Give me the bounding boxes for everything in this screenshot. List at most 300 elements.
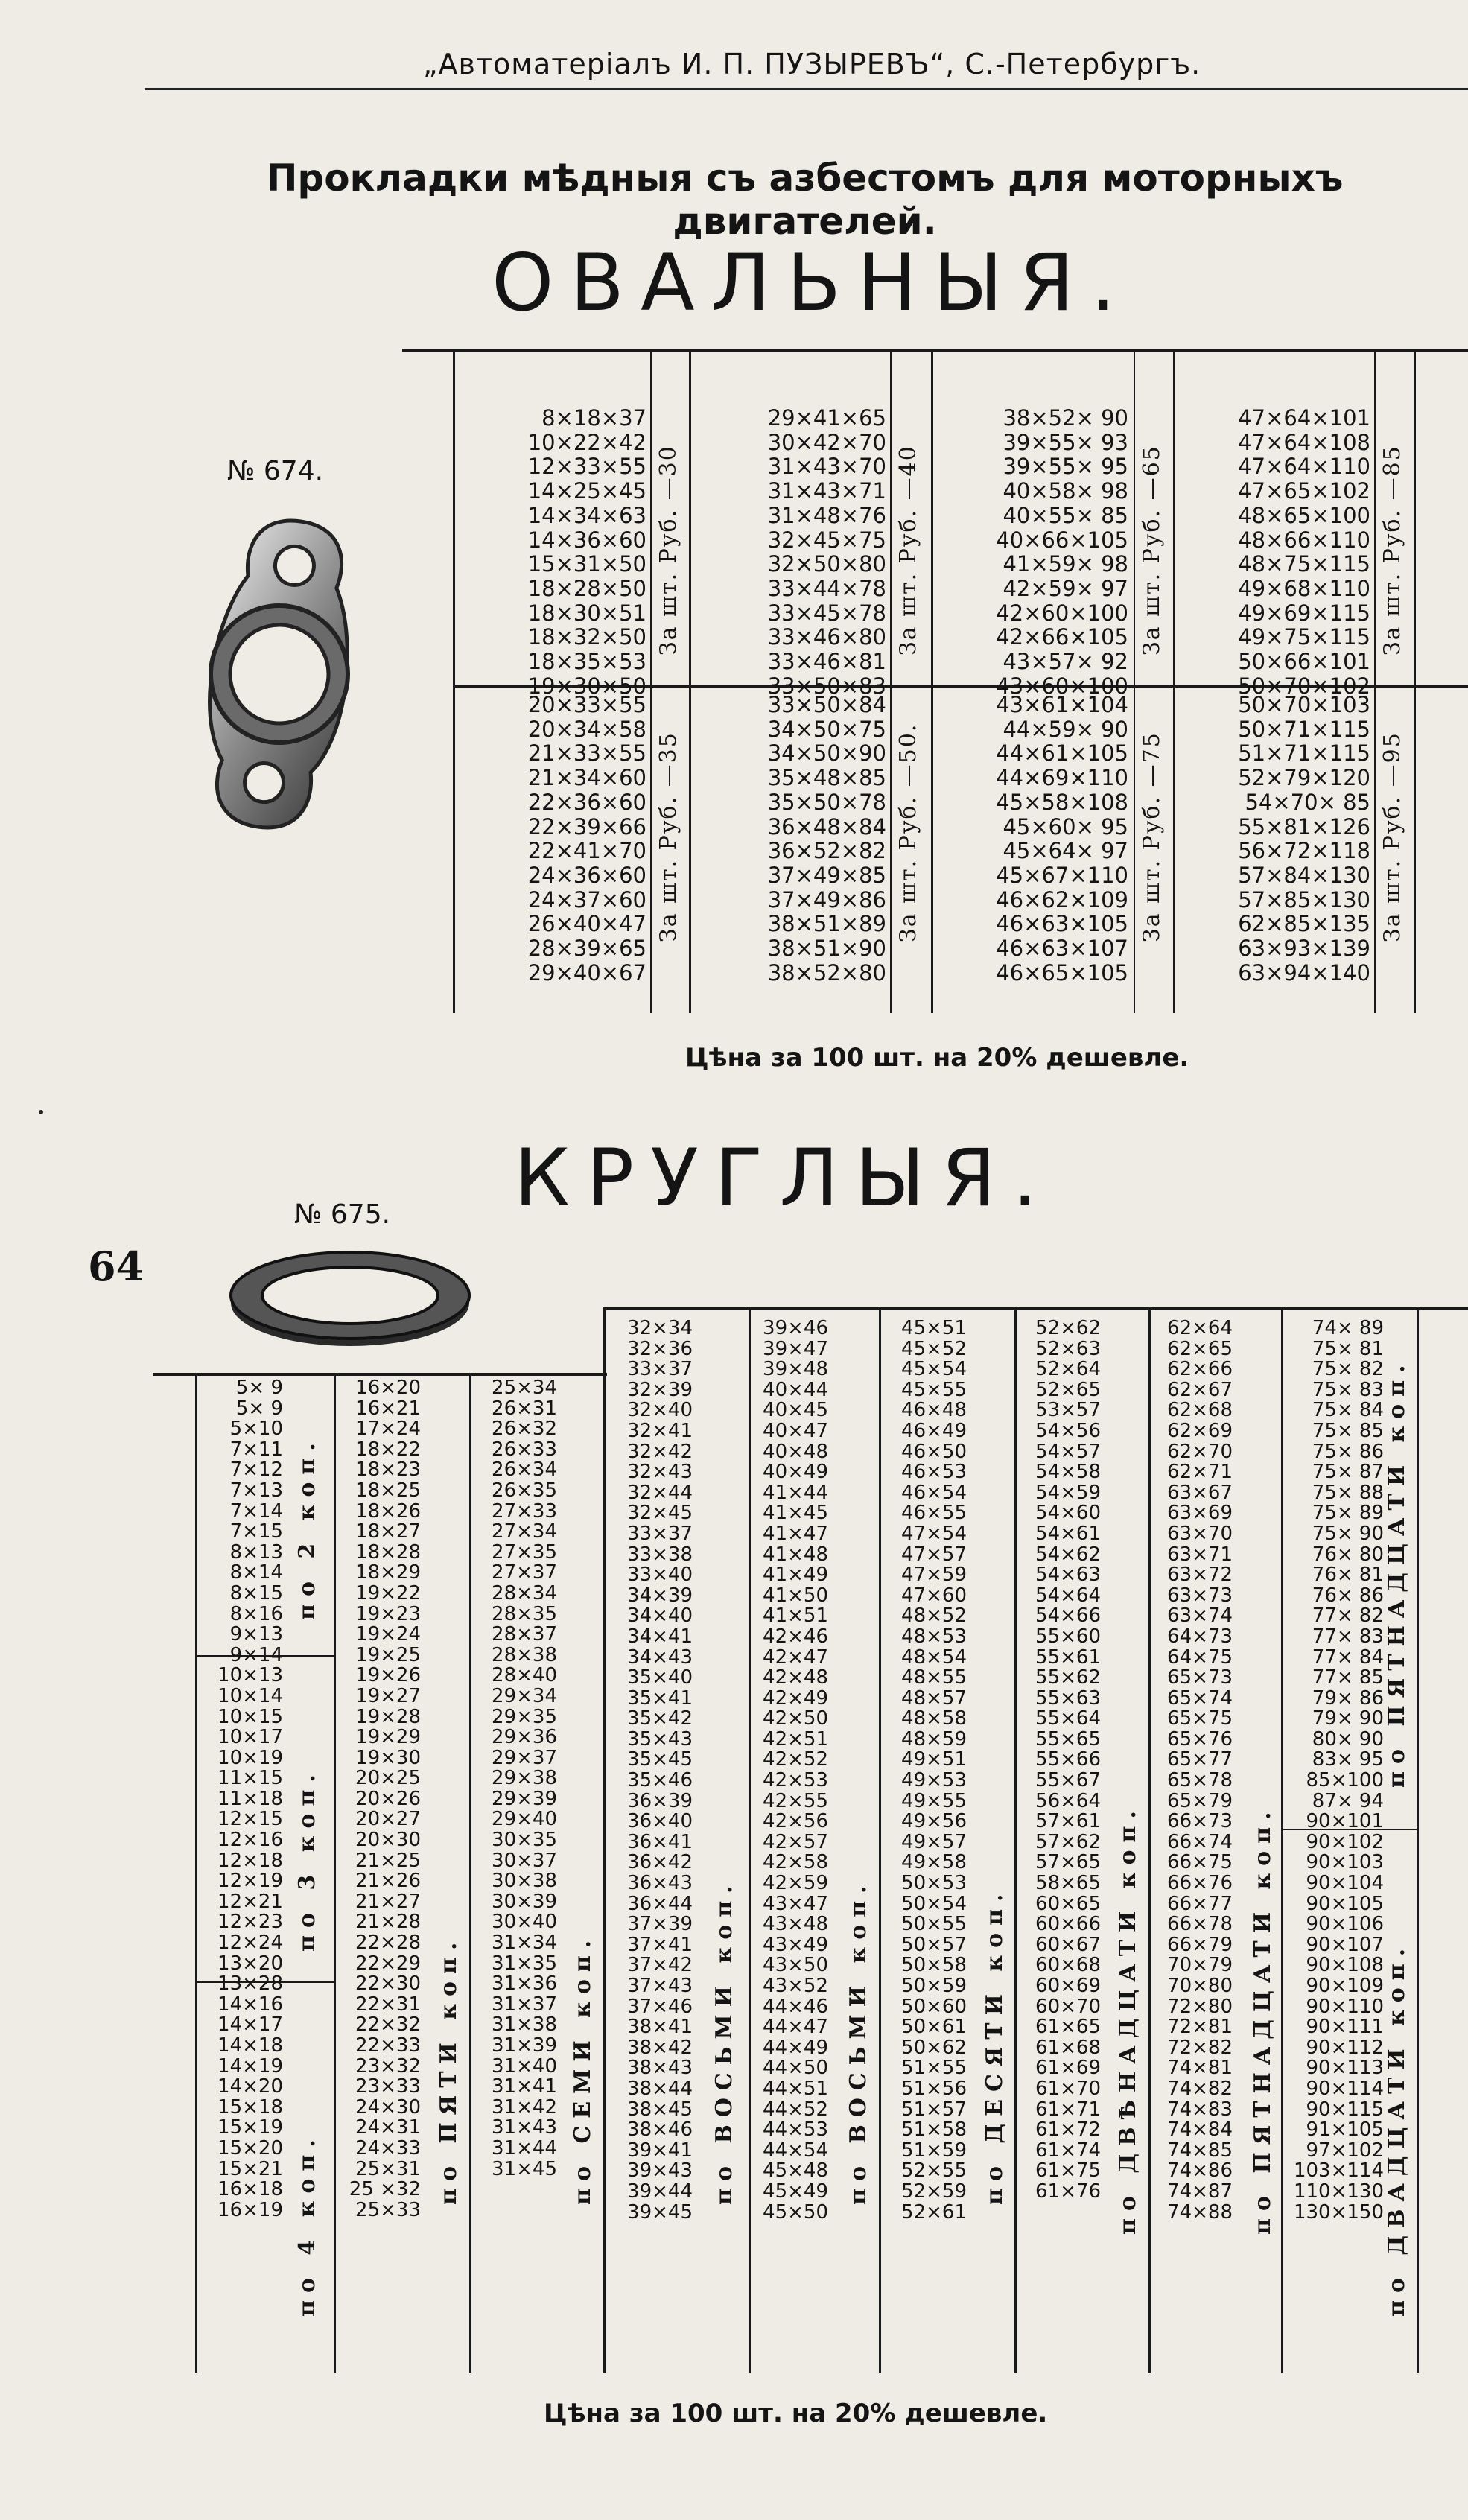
oval-size-item: 38×52×80: [767, 959, 886, 986]
round-size-item: 22×32: [355, 2013, 421, 2037]
round-size-item: 41×45: [763, 1502, 828, 1525]
oval-price-label: За шт. Руб. —50.: [895, 723, 921, 942]
round-size-item: 28×38: [492, 1643, 557, 1666]
round-size-item: 72×82: [1167, 2036, 1233, 2059]
round-size-item: 17×24: [355, 1418, 421, 1441]
round-size-item: 13×28: [217, 1972, 283, 1996]
round-size-item: 79× 86: [1312, 1686, 1384, 1710]
round-size-list: [606, 1318, 693, 2223]
oval-size-item: 49×75×115: [1238, 624, 1370, 650]
round-size-item: 49×53: [901, 1769, 967, 1792]
round-size-item: 8×16: [229, 1602, 283, 1625]
oval-size-item: 50×70×103: [1238, 692, 1370, 717]
oval-size-item: 45×60× 95: [1003, 813, 1128, 840]
round-size-item: 61×74: [1035, 2139, 1101, 2162]
price-label-8-kop-a: по ВОСЬМИ коп.: [711, 1878, 737, 2205]
oval-size-item: 35×50×78: [767, 789, 886, 815]
round-size-item: 10×14: [217, 1684, 283, 1707]
oval-size-item: 49×69×115: [1238, 600, 1370, 626]
round-size-item: 57×65: [1035, 1851, 1101, 1874]
round-size-item: 39×44: [627, 2180, 693, 2203]
round-table-top-rule-right: [603, 1307, 1468, 1310]
round-size-item: 65×76: [1167, 1727, 1233, 1751]
oval-size-item: 63×94×140: [1238, 959, 1370, 986]
round-size-item: 42×57: [763, 1830, 828, 1853]
oval-size-item: 62×85×135: [1238, 911, 1370, 937]
round-size-item: 30×38: [492, 1870, 557, 1893]
round-size-item: 46×53: [901, 1461, 967, 1484]
round-size-item: 62×67: [1167, 1378, 1233, 1401]
round-size-item: 75× 86: [1312, 1440, 1384, 1463]
round-size-item: 35×41: [627, 1686, 693, 1710]
round-size-list: [197, 1378, 283, 2221]
round-size-item: 32×42: [627, 1440, 693, 1463]
round-size-item: 10×19: [217, 1746, 283, 1769]
round-size-item: 90×106: [1306, 1913, 1384, 1936]
round-size-list: [1152, 1318, 1233, 2223]
round-size-item: 41×47: [763, 1522, 828, 1545]
round-size-item: 49×51: [901, 1748, 967, 1771]
round-size-item: 18×25: [355, 1479, 421, 1502]
round-size-item: 39×45: [627, 2200, 693, 2224]
oval-price-label: За шт. Руб. —75: [1139, 731, 1165, 942]
round-size-item: 63×70: [1167, 1522, 1233, 1545]
round-size-item: 7×15: [229, 1520, 283, 1543]
oval-size-item: 22×39×66: [527, 813, 646, 840]
round-size-item: 26×32: [492, 1418, 557, 1441]
round-size-item: 64×73: [1167, 1625, 1233, 1648]
round-size-item: 45×55: [901, 1378, 967, 1401]
round-size-item: 34×40: [627, 1605, 693, 1628]
oval-size-item: 48×65×100: [1238, 502, 1370, 528]
price-label-4-kop: по 4 коп.: [294, 2132, 320, 2317]
oval-size-item: 38×51×90: [767, 936, 886, 962]
round-size-item: 32×36: [627, 1337, 693, 1360]
round-size-item: 28×40: [492, 1664, 557, 1687]
round-size-item: 55×67: [1035, 1769, 1101, 1792]
round-size-item: 35×46: [627, 1769, 693, 1792]
oval-size-item: 22×36×60: [527, 789, 646, 815]
oval-size-list: [935, 406, 1128, 698]
round-size-item: 61×76: [1035, 2180, 1101, 2203]
round-size-item: 37×39: [627, 1913, 693, 1936]
oval-size-item: 31×43×71: [767, 478, 886, 504]
round-size-item: 50×61: [901, 2016, 967, 2039]
round-size-item: 5×10: [229, 1418, 283, 1441]
round-size-item: 55×60: [1035, 1625, 1101, 1648]
oval-size-item: 33×50×84: [767, 692, 886, 717]
round-size-item: 29×40: [492, 1808, 557, 1831]
price-label-3-kop: по 3 коп.: [294, 1767, 320, 1952]
round-size-item: 37×46: [627, 1995, 693, 2018]
oval-price-label: За шт. Руб. —35: [655, 731, 681, 942]
round-size-list: [1018, 1318, 1101, 2203]
round-size-item: 31×34: [492, 1932, 557, 1955]
round-size-item: 31×44: [492, 2136, 557, 2159]
oval-size-item: 31×48×76: [767, 502, 886, 528]
round-size-item: 44×54: [763, 2139, 828, 2162]
oval-size-item: 14×36×60: [527, 527, 646, 553]
round-size-item: 75× 82: [1312, 1358, 1384, 1381]
oval-size-item: 22×41×70: [527, 838, 646, 864]
oval-size-item: 39×55× 93: [1003, 429, 1128, 455]
round-size-item: 36×41: [627, 1830, 693, 1853]
round-size-item: 49×57: [901, 1830, 967, 1853]
round-size-item: 41×51: [763, 1605, 828, 1628]
round-size-item: 55×64: [1035, 1707, 1101, 1730]
round-size-item: 38×44: [627, 2077, 693, 2100]
oval-size-list: [935, 693, 1128, 985]
oval-price-label: За шт. Руб. —40: [895, 445, 921, 656]
round-col-rule-4: [603, 1309, 606, 2373]
round-size-item: 62×71: [1167, 1461, 1233, 1484]
round-size-item: 10×15: [217, 1705, 283, 1728]
round-size-item: 54×57: [1035, 1440, 1101, 1463]
round-size-item: 60×70: [1035, 1995, 1101, 2018]
round-size-item: 90×102: [1306, 1830, 1384, 1853]
round-size-item: 19×30: [355, 1746, 421, 1769]
round-size-item: 48×59: [901, 1727, 967, 1751]
round-size-item: 42×47: [763, 1645, 828, 1669]
round-size-item: 50×53: [901, 1872, 967, 1895]
round-size-item: 19×29: [355, 1726, 421, 1749]
round-price-note: Цѣна за 100 шт. на 20% дешевле.: [544, 2399, 1048, 2428]
round-size-item: 18×22: [355, 1438, 421, 1461]
oval-size-item: 50×70×102: [1238, 673, 1370, 699]
round-size-item: 12×24: [217, 1932, 283, 1955]
round-size-item: 75× 89: [1312, 1502, 1384, 1525]
round-col-rule-9: [1281, 1309, 1283, 2373]
round-size-item: 80× 90: [1312, 1727, 1384, 1751]
oval-size-item: 26×40×47: [527, 911, 646, 937]
round-size-item: 8×13: [229, 1540, 283, 1564]
round-size-item: 76× 80: [1312, 1543, 1384, 1566]
round-size-item: 42×53: [763, 1769, 828, 1792]
round-size-item: 61×72: [1035, 2118, 1101, 2142]
round-size-list: [472, 1378, 557, 2180]
round-size-item: 33×38: [627, 1543, 693, 1566]
round-size-item: 40×49: [763, 1461, 828, 1484]
round-size-item: 54×56: [1035, 1419, 1101, 1442]
round-size-item: 51×56: [901, 2077, 967, 2100]
round-size-item: 13×20: [217, 1952, 283, 1975]
round-size-item: 46×50: [901, 1440, 967, 1463]
round-size-item: 38×45: [627, 2098, 693, 2121]
round-size-item: 19×22: [355, 1581, 421, 1605]
round-size-item: 35×40: [627, 1666, 693, 1689]
price-label-7-kop: по СЕМИ коп.: [570, 1932, 596, 2205]
round-size-item: 90×105: [1306, 1892, 1384, 1915]
round-size-item: 31×41: [492, 2075, 557, 2098]
round-size-item: 90×112: [1306, 2036, 1384, 2059]
round-size-item: 32×34: [627, 1317, 693, 1339]
round-size-item: 38×46: [627, 2118, 693, 2142]
oval-price-label: За шт. Руб. —95: [1379, 731, 1405, 942]
round-size-item: 90×110: [1306, 1995, 1384, 2018]
round-size-item: 36×43: [627, 1872, 693, 1895]
round-size-item: 35×43: [627, 1727, 693, 1751]
round-size-item: 60×68: [1035, 1954, 1101, 1977]
round-size-item: 74×85: [1167, 2139, 1233, 2162]
section-subtitle: Прокладки мѣдныя съ азбестомъ для моторныхъ двигателей.: [266, 156, 1344, 243]
price-label-5-kop: по ПЯТИ коп.: [436, 1935, 462, 2205]
round-size-item: 42×58: [763, 1851, 828, 1874]
round-size-item: 11×15: [217, 1767, 283, 1790]
round-size-item: 44×51: [763, 2077, 828, 2100]
round-size-item: 15×18: [217, 2095, 283, 2118]
round-size-item: 26×35: [492, 1479, 557, 1502]
round-size-item: 75× 90: [1312, 1522, 1384, 1545]
round-size-item: 66×78: [1167, 1913, 1233, 1936]
round-size-item: 20×30: [355, 1829, 421, 1852]
round-size-item: 97×102: [1306, 2139, 1384, 2162]
round-col-rule-8: [1148, 1309, 1151, 2373]
header-rule: [145, 88, 1468, 90]
round-size-item: 25×31: [355, 2157, 421, 2180]
round-size-item: 48×58: [901, 1707, 967, 1730]
round-size-item: 35×42: [627, 1707, 693, 1730]
round-size-item: 77× 82: [1312, 1605, 1384, 1628]
round-size-item: 41×49: [763, 1564, 828, 1587]
round-size-item: 75× 84: [1312, 1399, 1384, 1422]
round-size-item: 39×41: [627, 2139, 693, 2162]
round-size-list: [1284, 1318, 1384, 2223]
round-size-item: 39×47: [763, 1337, 828, 1360]
round-size-item: 21×26: [355, 1870, 421, 1893]
round-size-item: 77× 85: [1312, 1666, 1384, 1689]
oval-size-item: 36×48×84: [767, 813, 886, 840]
oval-size-item: 34×50×75: [767, 716, 886, 742]
round-gasket-illustration: [227, 1248, 473, 1352]
round-size-item: 7×13: [229, 1479, 283, 1502]
oval-size-item: 55×81×126: [1238, 813, 1370, 840]
oval-price-note: Цѣна за 100 шт. на 20% дешевле.: [685, 1043, 1189, 1073]
round-size-item: 21×25: [355, 1849, 421, 1872]
round-size-item: 75× 83: [1312, 1378, 1384, 1401]
round-size-item: 48×57: [901, 1686, 967, 1710]
oval-size-item: 54×70× 85: [1245, 789, 1370, 815]
round-size-item: 12×16: [217, 1829, 283, 1852]
oval-table-top-rule: [402, 349, 1468, 352]
round-size-item: 47×59: [901, 1564, 967, 1587]
round-size-item: 90×103: [1306, 1851, 1384, 1874]
round-size-item: 20×27: [355, 1808, 421, 1831]
round-size-item: 7×12: [229, 1459, 283, 1482]
oval-size-item: 37×49×86: [767, 886, 886, 913]
round-size-item: 22×30: [355, 1972, 421, 1996]
round-size-item: 76× 86: [1312, 1584, 1384, 1607]
round-size-item: 63×72: [1167, 1564, 1233, 1587]
round-size-item: 25×34: [492, 1377, 557, 1399]
oval-size-list: [693, 693, 886, 985]
round-size-item: 51×55: [901, 2057, 967, 2080]
round-size-item: 28×37: [492, 1623, 557, 1646]
oval-size-item: 12×33×55: [527, 454, 646, 480]
round-size-item: 53×57: [1035, 1399, 1101, 1422]
round-size-item: 103×114: [1293, 2159, 1384, 2183]
oval-size-list: [456, 406, 646, 698]
round-size-item: 29×39: [492, 1787, 557, 1810]
oval-size-item: 48×75×115: [1238, 551, 1370, 577]
oval-col-rule-2: [689, 350, 691, 1013]
catalog-number-674: № 674.: [227, 456, 324, 486]
round-size-item: 63×67: [1167, 1481, 1233, 1504]
round-size-item: 44×50: [763, 2057, 828, 2080]
round-size-item: 75× 87: [1312, 1461, 1384, 1484]
round-size-item: 25 ×32: [349, 2178, 421, 2201]
round-size-item: 42×59: [763, 1872, 828, 1895]
round-size-item: 27×33: [492, 1499, 557, 1523]
round-size-list: [883, 1318, 967, 2223]
oval-size-item: 35×48×85: [767, 765, 886, 791]
oval-size-item: 57×84×130: [1238, 862, 1370, 888]
round-col-rule-3: [469, 1374, 471, 2373]
oval-size-item: 50×66×101: [1238, 649, 1370, 675]
round-size-item: 18×23: [355, 1459, 421, 1482]
round-size-item: 32×45: [627, 1502, 693, 1525]
round-size-item: 56×64: [1035, 1789, 1101, 1812]
round-size-item: 14×19: [217, 2054, 283, 2078]
oval-size-item: 28×39×65: [527, 936, 646, 962]
round-size-item: 19×28: [355, 1705, 421, 1728]
round-size-item: 42×48: [763, 1666, 828, 1689]
round-size-item: 18×26: [355, 1499, 421, 1523]
oval-size-item: 18×35×53: [527, 649, 646, 675]
round-size-item: 57×61: [1035, 1810, 1101, 1833]
round-size-item: 37×42: [627, 1954, 693, 1977]
oval-size-item: 20×33×55: [527, 692, 646, 717]
round-size-item: 12×19: [217, 1870, 283, 1893]
oval-size-item: 46×63×107: [996, 936, 1128, 962]
oval-size-item: 49×68×110: [1238, 575, 1370, 601]
round-size-item: 31×43: [492, 2116, 557, 2139]
round-size-item: 18×29: [355, 1561, 421, 1584]
round-size-item: 42×50: [763, 1707, 828, 1730]
round-size-item: 31×45: [492, 2157, 557, 2180]
round-size-item: 43×52: [763, 1975, 828, 1997]
round-size-item: 66×73: [1167, 1810, 1233, 1833]
round-size-item: 48×52: [901, 1605, 967, 1628]
round-size-item: 130×150: [1293, 2200, 1384, 2224]
round-size-item: 83× 95: [1312, 1748, 1384, 1771]
round-size-item: 37×43: [627, 1975, 693, 1997]
round-col-rule-7: [1014, 1309, 1017, 2373]
round-size-item: 16×20: [355, 1377, 421, 1399]
round-size-item: 49×58: [901, 1851, 967, 1874]
round-size-item: 40×45: [763, 1399, 828, 1422]
round-size-item: 11×18: [217, 1787, 283, 1810]
round-size-item: 26×34: [492, 1459, 557, 1482]
round-size-item: 22×29: [355, 1952, 421, 1975]
round-size-item: 30×35: [492, 1829, 557, 1852]
oval-size-item: 52×79×120: [1238, 765, 1370, 791]
round-size-item: 12×23: [217, 1911, 283, 1934]
round-size-item: 23×33: [355, 2075, 421, 2098]
round-size-item: 54×66: [1035, 1605, 1101, 1628]
price-label-15-kop-b: по ПЯТНАДЦАТИ коп.: [1384, 1357, 1410, 1788]
round-size-item: 52×55: [901, 2159, 967, 2183]
round-size-item: 74× 89: [1312, 1317, 1384, 1339]
oval-size-item: 45×64× 97: [1003, 838, 1128, 864]
round-size-item: 42×46: [763, 1625, 828, 1648]
round-size-item: 62×70: [1167, 1440, 1233, 1463]
oval-price-rule-2: [890, 350, 892, 1013]
round-size-item: 55×66: [1035, 1748, 1101, 1771]
round-col-rule-2: [334, 1374, 336, 2373]
round-size-item: 48×54: [901, 1645, 967, 1669]
round-size-item: 20×25: [355, 1767, 421, 1790]
round-size-item: 65×79: [1167, 1789, 1233, 1812]
round-size-item: 22×31: [355, 1993, 421, 2016]
round-size-item: 60×66: [1035, 1913, 1101, 1936]
round-size-item: 36×39: [627, 1789, 693, 1812]
round-size-item: 38×43: [627, 2057, 693, 2080]
round-size-item: 45×51: [901, 1317, 967, 1339]
round-size-item: 14×16: [217, 1993, 283, 2016]
round-size-item: 54×62: [1035, 1543, 1101, 1566]
oval-size-item: 21×33×55: [527, 740, 646, 767]
oval-size-item: 50×71×115: [1238, 716, 1370, 742]
round-size-item: 28×34: [492, 1581, 557, 1605]
round-size-item: 50×58: [901, 1954, 967, 1977]
round-size-item: 61×68: [1035, 2036, 1101, 2059]
round-size-item: 52×64: [1035, 1358, 1101, 1381]
round-size-item: 19×26: [355, 1664, 421, 1687]
round-size-item: 30×39: [492, 1890, 557, 1913]
round-size-item: 15×19: [217, 2116, 283, 2139]
round-size-item: 44×46: [763, 1995, 828, 2018]
oval-size-item: 34×50×90: [767, 740, 886, 767]
round-size-item: 42×49: [763, 1686, 828, 1710]
round-size-item: 21×27: [355, 1890, 421, 1913]
round-size-item: 40×47: [763, 1419, 828, 1442]
round-size-item: 31×40: [492, 2054, 557, 2078]
round-size-item: 50×60: [901, 1995, 967, 2018]
round-size-item: 32×40: [627, 1399, 693, 1422]
round-size-item: 41×48: [763, 1543, 828, 1566]
price-label-10-kop: по ДЕСЯТИ коп.: [982, 1886, 1008, 2205]
oval-size-item: 46×62×109: [996, 886, 1128, 913]
oval-size-item: 47×65×102: [1238, 478, 1370, 504]
round-size-item: 60×69: [1035, 1975, 1101, 1997]
round-size-item: 45×48: [763, 2159, 828, 2183]
round-size-item: 26×33: [492, 1438, 557, 1461]
oval-size-item: 21×34×60: [527, 765, 646, 791]
round-size-item: 72×80: [1167, 1995, 1233, 2018]
round-size-item: 62×65: [1167, 1337, 1233, 1360]
oval-size-item: 43×57× 92: [1003, 649, 1128, 675]
round-size-list: [337, 1378, 421, 2221]
oval-size-item: 20×34×58: [527, 716, 646, 742]
round-size-item: 62×66: [1167, 1358, 1233, 1381]
round-size-item: 36×40: [627, 1810, 693, 1833]
round-size-item: 34×41: [627, 1625, 693, 1648]
round-size-item: 54×58: [1035, 1461, 1101, 1484]
round-size-item: 54×59: [1035, 1481, 1101, 1504]
round-size-item: 40×48: [763, 1440, 828, 1463]
oval-size-item: 19×30×50: [527, 673, 646, 699]
oval-size-item: 33×46×81: [767, 649, 886, 675]
oval-price-rule-3: [1134, 350, 1135, 1013]
round-size-item: 62×64: [1167, 1317, 1233, 1339]
oval-size-item: 41×59× 98: [1003, 551, 1128, 577]
round-size-item: 62×68: [1167, 1399, 1233, 1422]
oval-size-item: 33×45×78: [767, 600, 886, 626]
round-size-item: 72×81: [1167, 2016, 1233, 2039]
round-size-item: 75× 88: [1312, 1481, 1384, 1504]
round-size-item: 27×34: [492, 1520, 557, 1543]
round-size-item: 31×38: [492, 2013, 557, 2037]
